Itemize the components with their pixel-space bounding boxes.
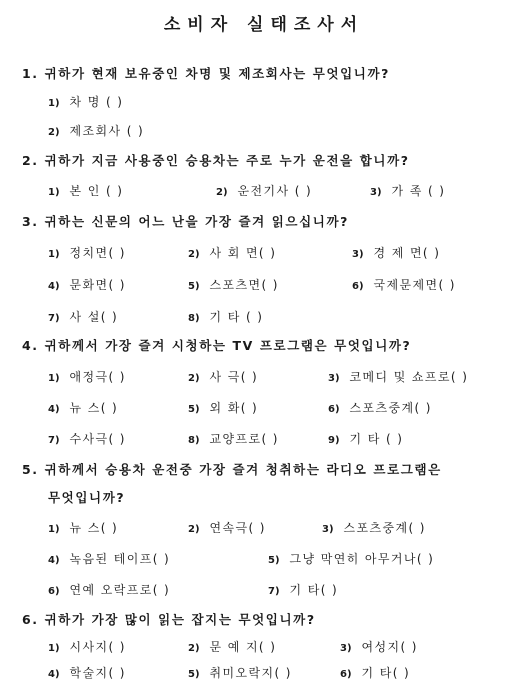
option-number: 1) — [48, 98, 60, 109]
option-number: 2) — [216, 187, 228, 198]
option-label: 기 타 ( ) — [209, 310, 264, 324]
option-number: 5) — [188, 404, 200, 415]
option-label: 기 타( ) — [361, 666, 411, 680]
option-number: 4) — [48, 404, 60, 415]
option-label: 차 명 ( ) — [69, 95, 124, 109]
option-number: 7) — [48, 313, 60, 324]
option-number: 8) — [188, 435, 200, 446]
option-label: 본 인 ( ) — [69, 184, 124, 198]
option-label: 문 예 지( ) — [209, 640, 277, 654]
option-q4-4[interactable] — [48, 399, 118, 416]
option-q6-1[interactable] — [48, 638, 126, 655]
option-q6-3[interactable] — [340, 638, 418, 655]
option-q4-7[interactable] — [48, 430, 126, 447]
option-q4-3[interactable] — [328, 368, 468, 385]
option-number: 3) — [352, 249, 364, 260]
option-q5-3[interactable] — [322, 519, 426, 536]
option-number: 1) — [48, 373, 60, 384]
option-label: 뉴 스( ) — [69, 401, 119, 415]
option-q4-5[interactable] — [188, 399, 258, 416]
option-label: 기 타( ) — [289, 583, 339, 597]
option-number: 8) — [188, 313, 200, 324]
question-5-continued: 무엇입니까? — [48, 490, 126, 505]
option-label: 가 족 ( ) — [391, 184, 446, 198]
option-label: 스포츠면( ) — [209, 278, 279, 292]
option-q5-6[interactable] — [48, 581, 170, 598]
option-number: 6) — [340, 669, 352, 680]
option-label: 사 설( ) — [69, 310, 119, 324]
option-q1-2[interactable] — [48, 122, 144, 139]
option-q3-5[interactable] — [188, 276, 279, 293]
option-number: 1) — [48, 524, 60, 535]
option-number: 2) — [188, 373, 200, 384]
option-number: 3) — [370, 187, 382, 198]
option-number: 6) — [48, 586, 60, 597]
option-label: 정치면( ) — [69, 246, 126, 260]
option-q5-1[interactable] — [48, 519, 118, 536]
option-q6-2[interactable] — [188, 638, 276, 655]
option-q6-6[interactable] — [340, 664, 410, 681]
option-number: 1) — [48, 643, 60, 654]
option-label: 뉴 스( ) — [69, 521, 119, 535]
option-number: 5) — [188, 281, 200, 292]
option-q3-8[interactable] — [188, 308, 263, 325]
option-q4-6[interactable] — [328, 399, 432, 416]
option-label: 사 극( ) — [209, 370, 259, 384]
option-label: 녹음된 테이프( ) — [69, 552, 171, 566]
option-label: 시사지( ) — [69, 640, 126, 654]
option-q2-2[interactable] — [216, 182, 312, 199]
option-q3-1[interactable] — [48, 244, 126, 261]
question-1: 1. 귀하가 현재 보유중인 차명 및 제조회사는 무엇입니까? — [22, 66, 391, 81]
option-q3-6[interactable] — [352, 276, 456, 293]
option-number: 1) — [48, 187, 60, 198]
option-q5-5[interactable] — [268, 550, 434, 567]
option-number: 5) — [188, 669, 200, 680]
option-q4-2[interactable] — [188, 368, 258, 385]
option-label: 사 회 면( ) — [209, 246, 277, 260]
option-q4-8[interactable] — [188, 430, 279, 447]
option-q5-7[interactable] — [268, 581, 338, 598]
option-label: 취미오락지( ) — [209, 666, 292, 680]
option-q2-1[interactable] — [48, 182, 123, 199]
option-number: 2) — [188, 524, 200, 535]
question-6: 6. 귀하가 가장 많이 읽는 잡지는 무엇입니까? — [22, 612, 316, 627]
option-label: 국제문제면( ) — [373, 278, 456, 292]
option-number: 1) — [48, 249, 60, 260]
option-number: 3) — [328, 373, 340, 384]
question-3: 3. 귀하는 신문의 어느 난을 가장 즐겨 읽으십니까? — [22, 214, 349, 229]
option-q6-4[interactable] — [48, 664, 126, 681]
option-label: 스포츠중계( ) — [349, 401, 432, 415]
option-label: 애정극( ) — [69, 370, 126, 384]
option-number: 7) — [48, 435, 60, 446]
option-label: 연속극( ) — [209, 521, 266, 535]
option-q2-3[interactable] — [370, 182, 445, 199]
option-number: 5) — [268, 555, 280, 566]
survey-title: 소비자 실태조사서 — [163, 15, 365, 35]
option-number: 2) — [48, 127, 60, 138]
option-label: 여성지( ) — [361, 640, 418, 654]
option-number: 2) — [188, 643, 200, 654]
option-number: 6) — [352, 281, 364, 292]
option-number: 2) — [188, 249, 200, 260]
option-number: 4) — [48, 281, 60, 292]
option-q3-7[interactable] — [48, 308, 118, 325]
option-label: 기 타 ( ) — [349, 432, 404, 446]
option-label: 문화면( ) — [69, 278, 126, 292]
question-4: 4. 귀하께서 가장 즐겨 시청하는 TV 프로그램은 무엇입니까? — [22, 338, 412, 353]
question-2: 2. 귀하가 지금 사용중인 승용차는 주로 누가 운전을 합니까? — [22, 153, 410, 168]
option-label: 수사극( ) — [69, 432, 126, 446]
option-label: 연예 오락프로( ) — [69, 583, 171, 597]
option-label: 운전기사 ( ) — [237, 184, 313, 198]
option-q4-1[interactable] — [48, 368, 126, 385]
option-q5-2[interactable] — [188, 519, 266, 536]
option-number: 9) — [328, 435, 340, 446]
option-q3-3[interactable] — [352, 244, 440, 261]
option-label: 학술지( ) — [69, 666, 126, 680]
option-label: 교양프로( ) — [209, 432, 279, 446]
option-number: 6) — [328, 404, 340, 415]
option-number: 3) — [322, 524, 334, 535]
option-label: 외 화( ) — [209, 401, 259, 415]
option-q3-4[interactable] — [48, 276, 126, 293]
option-number: 7) — [268, 586, 280, 597]
option-label: 스포츠중계( ) — [343, 521, 426, 535]
option-label: 제조회사 ( ) — [69, 124, 145, 138]
option-number: 3) — [340, 643, 352, 654]
option-label: 경 제 면( ) — [373, 246, 441, 260]
option-label: 그냥 막연히 아무거나( ) — [289, 552, 435, 566]
option-q5-4[interactable] — [48, 550, 170, 567]
option-number: 4) — [48, 555, 60, 566]
option-q1-1[interactable] — [48, 93, 123, 110]
option-label: 코메디 및 쇼프로( ) — [349, 370, 469, 384]
question-5: 5. 귀하께서 승용차 운전중 가장 즐겨 청취하는 라디오 프로그램은 — [22, 462, 442, 477]
option-number: 4) — [48, 669, 60, 680]
option-q4-9[interactable] — [328, 430, 403, 447]
option-q3-2[interactable] — [188, 244, 276, 261]
option-q6-5[interactable] — [188, 664, 292, 681]
